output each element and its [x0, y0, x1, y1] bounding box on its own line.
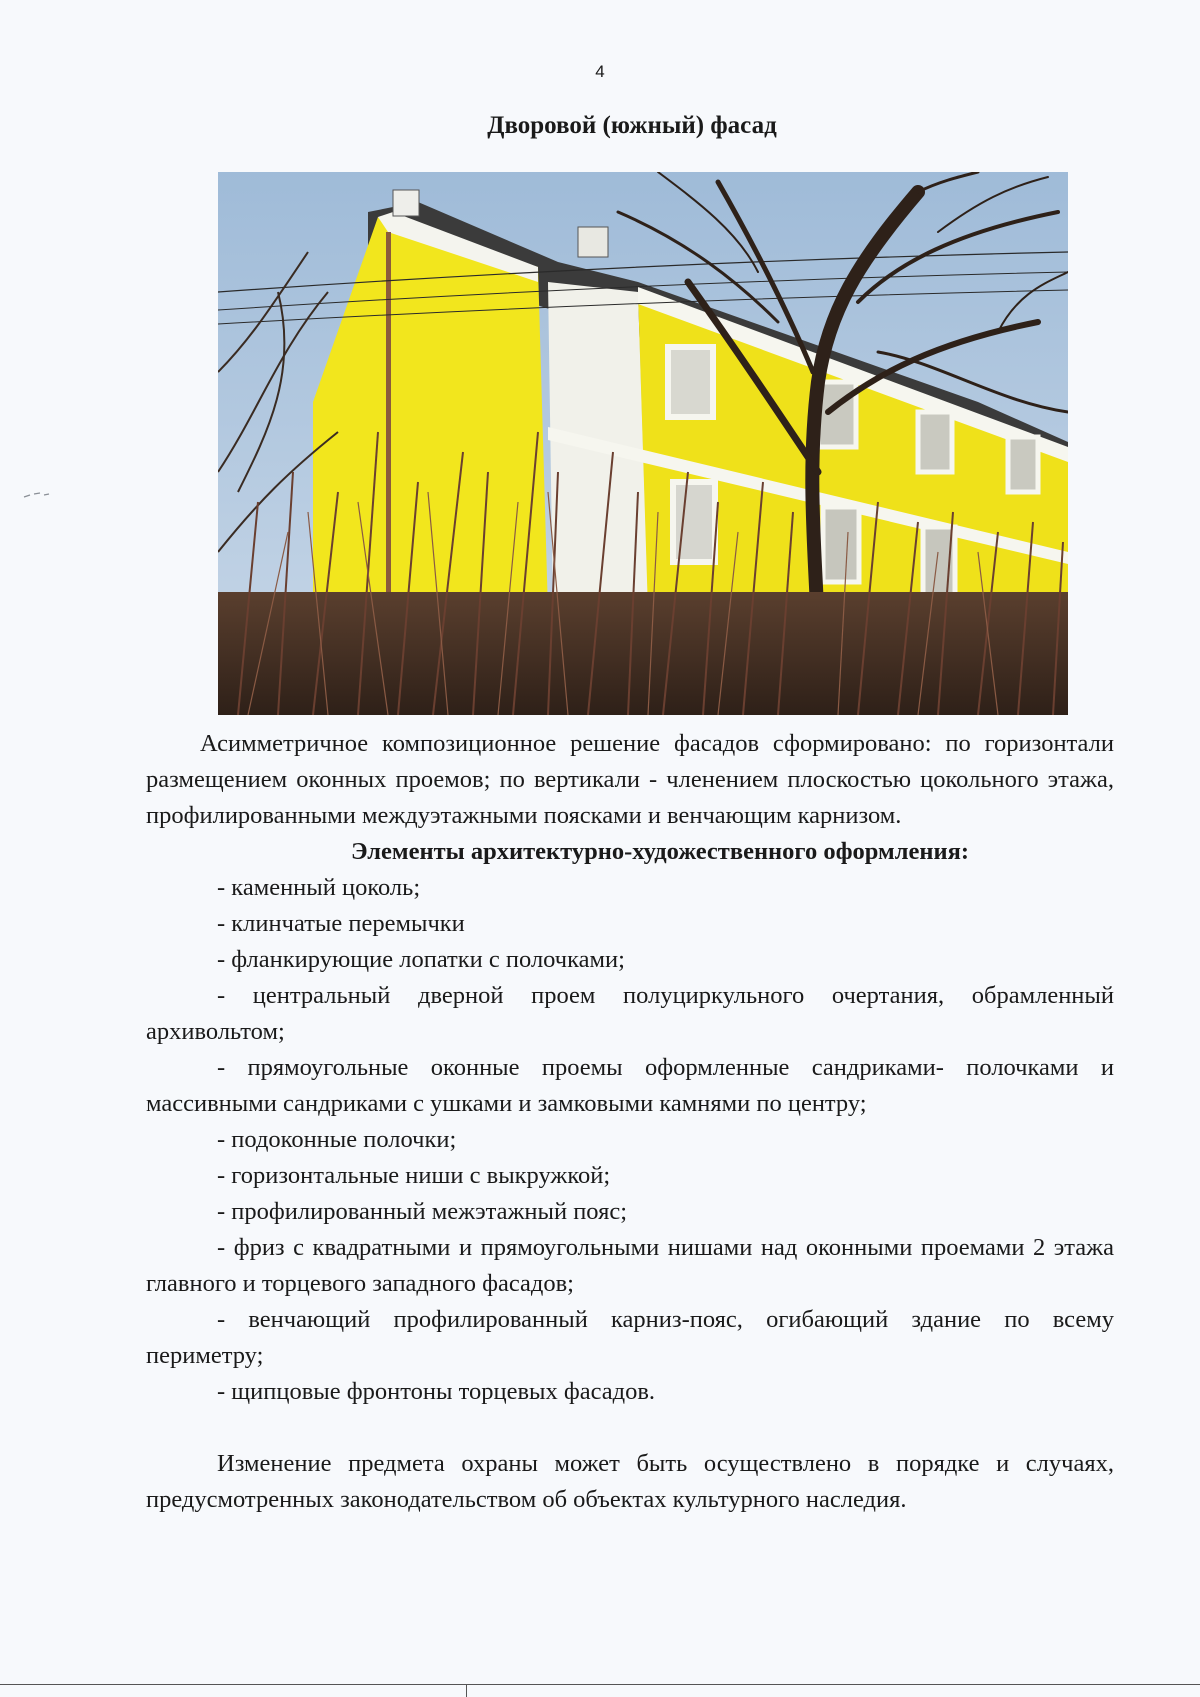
list-item: - венчающий профилированный карниз-пояс, огибающий здание по всему периметру;	[146, 1306, 1114, 1369]
page-bottom-border	[0, 1684, 1200, 1685]
closing-paragraph: Изменение предмета охраны может быть осуществлено в порядке и случаях, предусмотренных законодательством об объектах культурного наследия.	[146, 1450, 1114, 1513]
list-item: - горизонтальные ниши с выкружкой;	[217, 1162, 611, 1189]
list-item: - каменный цоколь;	[217, 874, 421, 901]
page-title: Дворовой (южный) фасад	[487, 112, 777, 139]
page-bottom-tick	[466, 1684, 467, 1697]
paragraph-gap	[146, 1410, 1114, 1446]
scan-artifact	[22, 488, 52, 506]
elements-heading: Элементы архитектурно-художественного оформления:	[351, 838, 969, 865]
facade-photo	[218, 172, 1068, 715]
list-item: - центральный дверной проем полуциркульного очертания, обрамленный архивольтом;	[146, 982, 1114, 1045]
building-photo-icon	[218, 172, 1068, 715]
page-number: 4	[595, 62, 605, 81]
list-item: - фриз с квадратными и прямоугольными нишами над оконными проемами 2 этажа главного и торцевого западного фасадов;	[146, 1234, 1114, 1297]
list-item: - прямоугольные оконные проемы оформленные сандриками- полочками и массивными сандриками с ушками и замковыми камнями по центру;	[146, 1054, 1114, 1117]
list-item: - клинчатые перемычки	[217, 910, 465, 937]
list-item: - щипцовые фронтоны торцевых фасадов.	[217, 1378, 656, 1405]
list-item: - подоконные полочки;	[217, 1126, 457, 1153]
list-item: - фланкирующие лопатки с полочками;	[217, 946, 625, 973]
main-text	[146, 726, 1114, 1518]
list-item: - профилированный межэтажный пояс;	[217, 1198, 628, 1225]
intro-paragraph: Асимметричное композиционное решение фасадов сформировано: по горизонтали размещением оконных проемов; по вертикали - членением плоскостью цокольного этажа, профилированными междуэтажными поясками и венчающим карнизом.	[146, 730, 1114, 829]
scan-dot-icon	[22, 489, 52, 501]
